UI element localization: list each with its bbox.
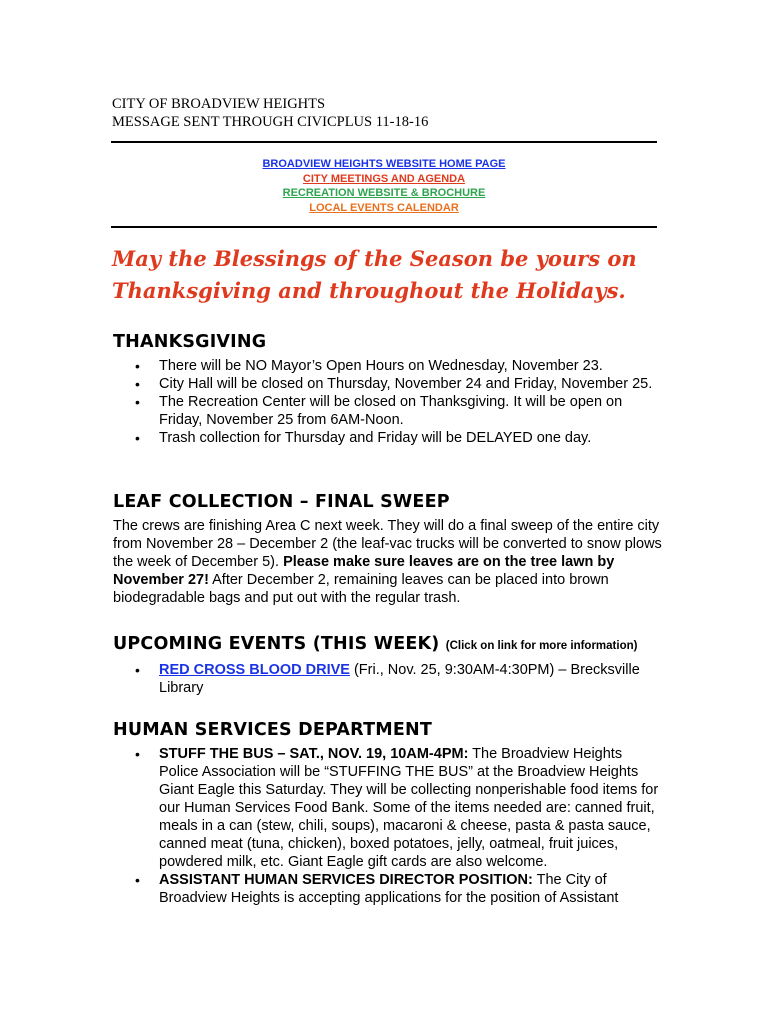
header-city-name: CITY OF BROADVIEW HEIGHTS <box>112 96 326 112</box>
link-events-calendar[interactable]: LOCAL EVENTS CALENDAR <box>309 201 459 214</box>
leaf-text-continued: After December 2, remaining leaves can be placed into brown biodegradable bags and put out with the regular trash. <box>113 572 609 606</box>
top-divider <box>111 141 657 143</box>
list-item <box>113 393 663 429</box>
director-position-title: ASSISTANT HUMAN SERVICES DIRECTOR POSITION: <box>159 872 533 888</box>
events-heading-text: UPCOMING EVENTS (THIS WEEK) <box>113 634 440 654</box>
link-city-meetings[interactable]: CITY MEETINGS AND AGENDA <box>302 172 466 185</box>
list-item <box>113 871 663 907</box>
list-item <box>113 375 663 393</box>
bullet-icon: • <box>135 872 140 888</box>
list-item-text: City Hall will be closed on Thursday, November 24 and Friday, November 25. <box>159 376 653 392</box>
human-services-list <box>113 745 663 907</box>
stuff-the-bus-title: STUFF THE BUS – SAT., NOV. 19, 10AM-4PM: <box>159 746 469 762</box>
link-website-home[interactable]: BROADVIEW HEIGHTS WEBSITE HOME PAGE <box>262 158 506 170</box>
list-item-text: The Recreation Center will be closed on Thanksgiving. It will be open on Friday, November 25 from 6AM-Noon. <box>159 394 623 428</box>
event-details: (Fri., Nov. 25, 9:30AM-4:30PM) – Brecksville Library <box>159 662 640 696</box>
events-list <box>113 661 663 697</box>
bullet-icon: • <box>135 746 140 762</box>
red-cross-blood-drive-link[interactable]: RED CROSS BLOOD DRIVE <box>159 662 350 678</box>
list-item <box>113 661 663 697</box>
thanksgiving-section <box>113 331 663 447</box>
leaf-collection-paragraph <box>113 517 663 607</box>
human-services-section <box>113 719 663 907</box>
bullet-icon: • <box>135 662 140 678</box>
leaf-text: The crews are finishing Area C next week. They will do a final sweep of the entire city from November 28 – December 2 (the leaf-vac trucks will be converted to snow plows the week of December 5). <box>113 518 662 570</box>
upcoming-events-heading <box>113 633 663 657</box>
bullet-icon: • <box>135 394 140 410</box>
list-item <box>113 745 663 871</box>
link-recreation[interactable]: RECREATION WEBSITE & BROCHURE <box>282 187 486 199</box>
list-item-text: There will be NO Mayor’s Open Hours on Wednesday, November 23. <box>159 358 603 374</box>
leaf-collection-heading: LEAF COLLECTION – FINAL SWEEP <box>113 492 450 512</box>
bottom-divider <box>111 226 657 228</box>
document-header <box>112 95 428 131</box>
quick-links <box>111 157 657 215</box>
thanksgiving-list <box>113 357 663 447</box>
holiday-greeting: May the Blessings of the Season be yours on Thanksgiving and throughout the Holidays. <box>112 246 637 303</box>
list-item <box>113 429 663 447</box>
leaf-emphasis: Please make sure leaves are on the tree lawn by November 27! <box>113 554 615 588</box>
events-note: (Click on link for more information) <box>445 640 638 652</box>
bullet-icon: • <box>135 376 140 392</box>
leaf-collection-section <box>113 491 663 607</box>
human-services-heading: HUMAN SERVICES DEPARTMENT <box>113 720 432 740</box>
thanksgiving-heading: THANKSGIVING <box>113 332 267 352</box>
header-message-line: MESSAGE SENT THROUGH CIVICPLUS 11-18-16 <box>112 114 429 130</box>
bullet-icon: • <box>135 358 140 374</box>
list-item <box>113 357 663 375</box>
bullet-icon: • <box>135 430 140 446</box>
list-item-text: Trash collection for Thursday and Friday will be DELAYED one day. <box>159 430 592 446</box>
upcoming-events-section <box>113 633 663 697</box>
stuff-the-bus-text: The Broadview Heights Police Association will be “STUFFING THE BUS” at the Broadview Heights Giant Eagle this Saturday. They will be collecting nonperishable food items for our Human Services Food Bank. Some of the items needed are: canned fruit, meals in a can (stew, chili, soups), macaroni & cheese, pasta & pasta sauce, canned meat (tuna, chicken), boxed potatoes, jelly, oatmeal, fruit juices, powdered milk, etc. Giant Eagle gift cards are also welcome. <box>159 746 659 870</box>
director-position-text: The City of Broadview Heights is accepting applications for the position of Assistant <box>159 872 619 906</box>
